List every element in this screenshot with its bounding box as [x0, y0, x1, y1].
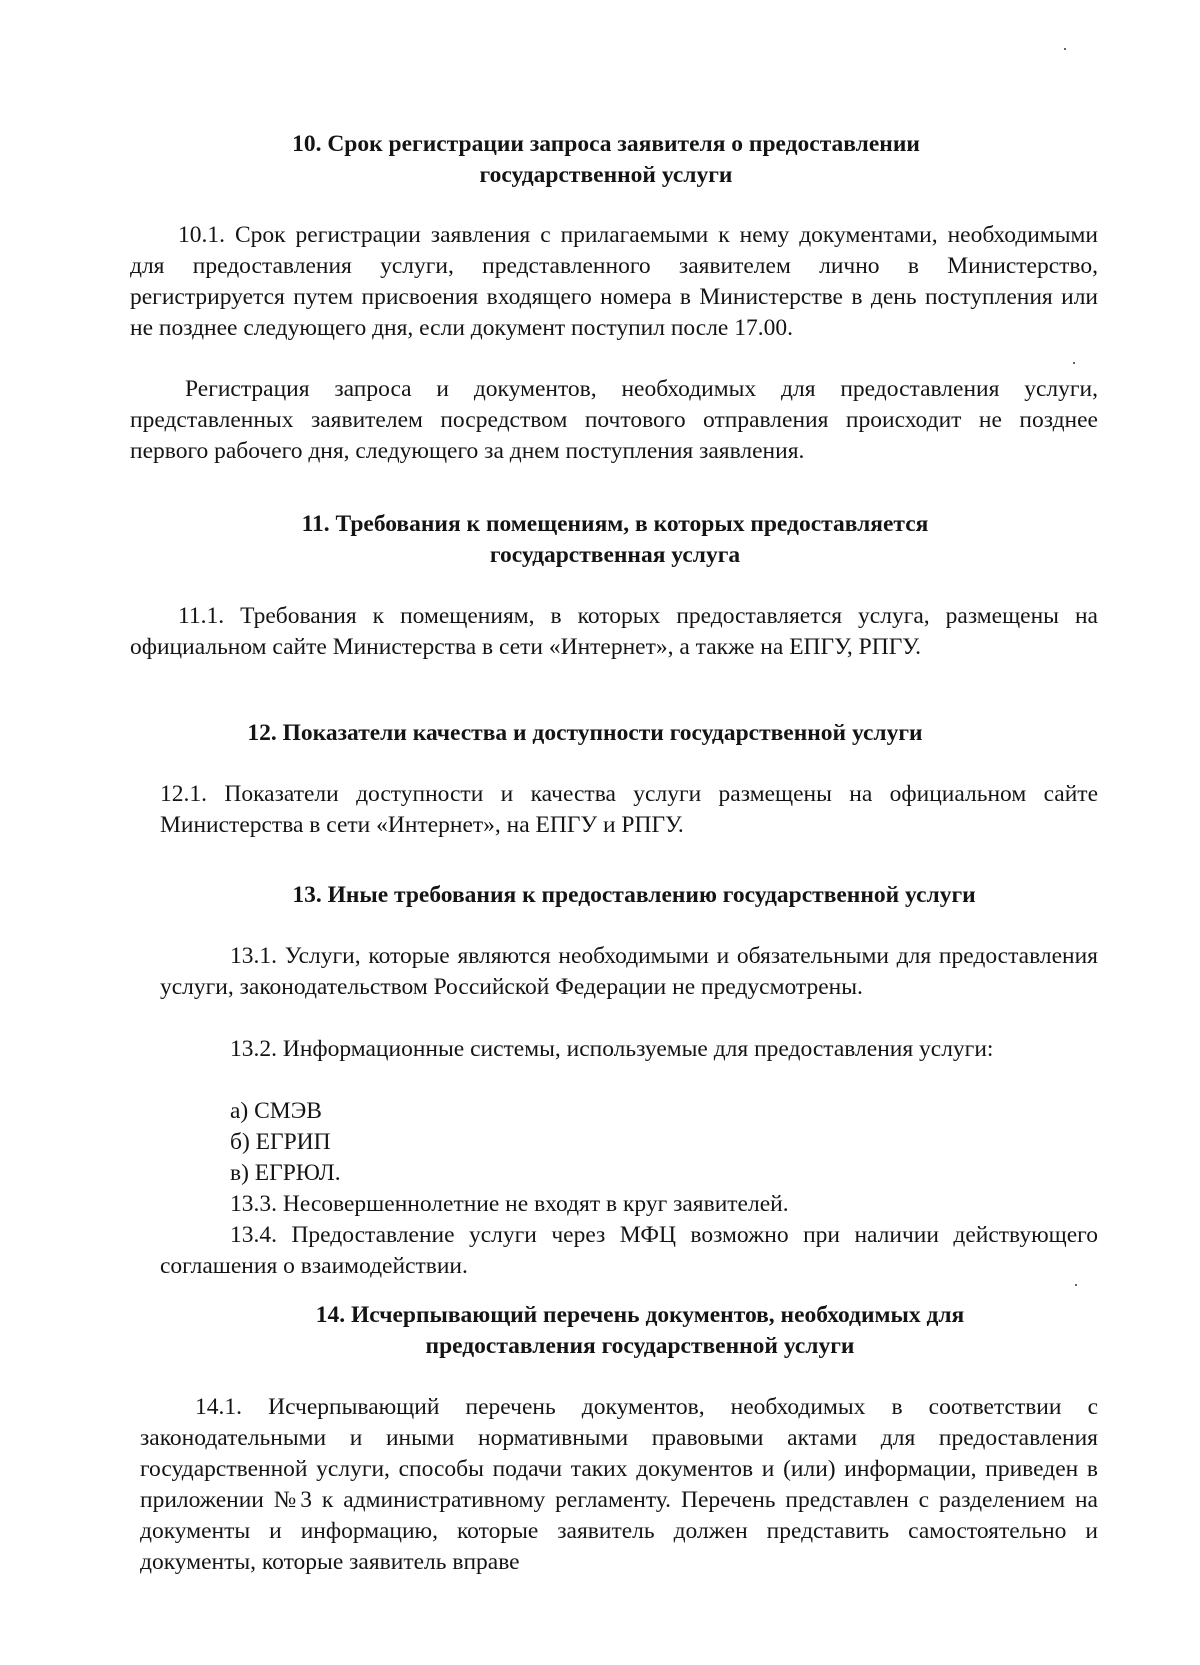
section-14-paragraph-1: 14.1. Исчерпывающий перечень документов, необходимых в соответствии с законодательными и иными нормативными правовыми актами для предоставления государственной услуги, способы подачи таких документов и (или) информации, приведен в приложении №3 к административному регламенту. Перечень представлен с разделением на документы и информацию, которые заявитель должен представить самостоятельно и документы, которые заявитель вправе — [140, 1394, 1098, 1575]
section-10-heading-line-2: государственной услуги — [479, 162, 733, 188]
section-10-paragraph-2: Регистрация запроса и документов, необходимых для предоставления услуги, представленных заявителем посредством почтового отправления происходит не позднее первого рабочего дня, следующего за днем поступления заявления. — [130, 376, 1098, 464]
section-13-heading: 13. Иные требования к предоставлению государственной услуги — [292, 882, 976, 908]
section-13-paragraph-1: 13.1. Услуги, которые являются необходимыми и обязательными для предоставления услуги, законодательством Российской Федерации не предусмотрены. — [160, 943, 1098, 1000]
section-12-paragraph-1: 12.1. Показатели доступности и качества услуги размещены на официальном сайте Министерства в сети «Интернет», на ЕПГУ и РПГУ. — [160, 781, 1098, 838]
section-11-heading-line-2: государственная услуга — [489, 542, 741, 568]
section-13-list-item-a: а) СМЭВ — [230, 1098, 322, 1124]
section-12-heading: 12. Показатели качества и доступности государственной услуги — [247, 720, 923, 746]
scan-speck — [1075, 1284, 1077, 1286]
section-11-heading-line-1: 11. Требования к помещениям, в которых предоставляется — [301, 511, 929, 537]
section-13-list-item-b: б) ЕГРИП — [230, 1129, 331, 1155]
section-13-list-item-c: в) ЕГРЮЛ. — [230, 1160, 341, 1186]
section-14-heading-line-2: предоставления государственной услуги — [425, 1333, 855, 1359]
scan-speck — [1073, 362, 1075, 364]
section-13-paragraph-3: 13.3. Несовершеннолетние не входят в круг заявителей. — [230, 1191, 789, 1217]
section-13-paragraph-4: 13.4. Предоставление услуги через МФЦ возможно при наличии действующего соглашения о взаимодействии. — [160, 1222, 1098, 1279]
scan-speck — [1064, 48, 1066, 50]
section-14-heading-line-1: 14. Исчерпывающий перечень документов, необходимых для — [315, 1302, 965, 1328]
section-10-heading-line-1: 10. Срок регистрации запроса заявителя о предоставлении — [292, 131, 920, 157]
section-13-paragraph-2: 13.2. Информационные системы, используемые для предоставления услуги: — [230, 1036, 994, 1062]
section-10-paragraph-1: 10.1. Срок регистрации заявления с прилагаемыми к нему документами, необходимыми для предоставления услуги, представленного заявителем лично в Министерство, регистрируется путем присвоения входящего номера в Министерстве в день поступления или не позднее следующего дня, если документ поступил после 17.00. — [130, 222, 1098, 341]
section-11-paragraph-1: 11.1. Требования к помещениям, в которых предоставляется услуга, размещены на официальном сайте Министерства в сети «Интернет», а также на ЕПГУ, РПГУ. — [130, 603, 1098, 660]
